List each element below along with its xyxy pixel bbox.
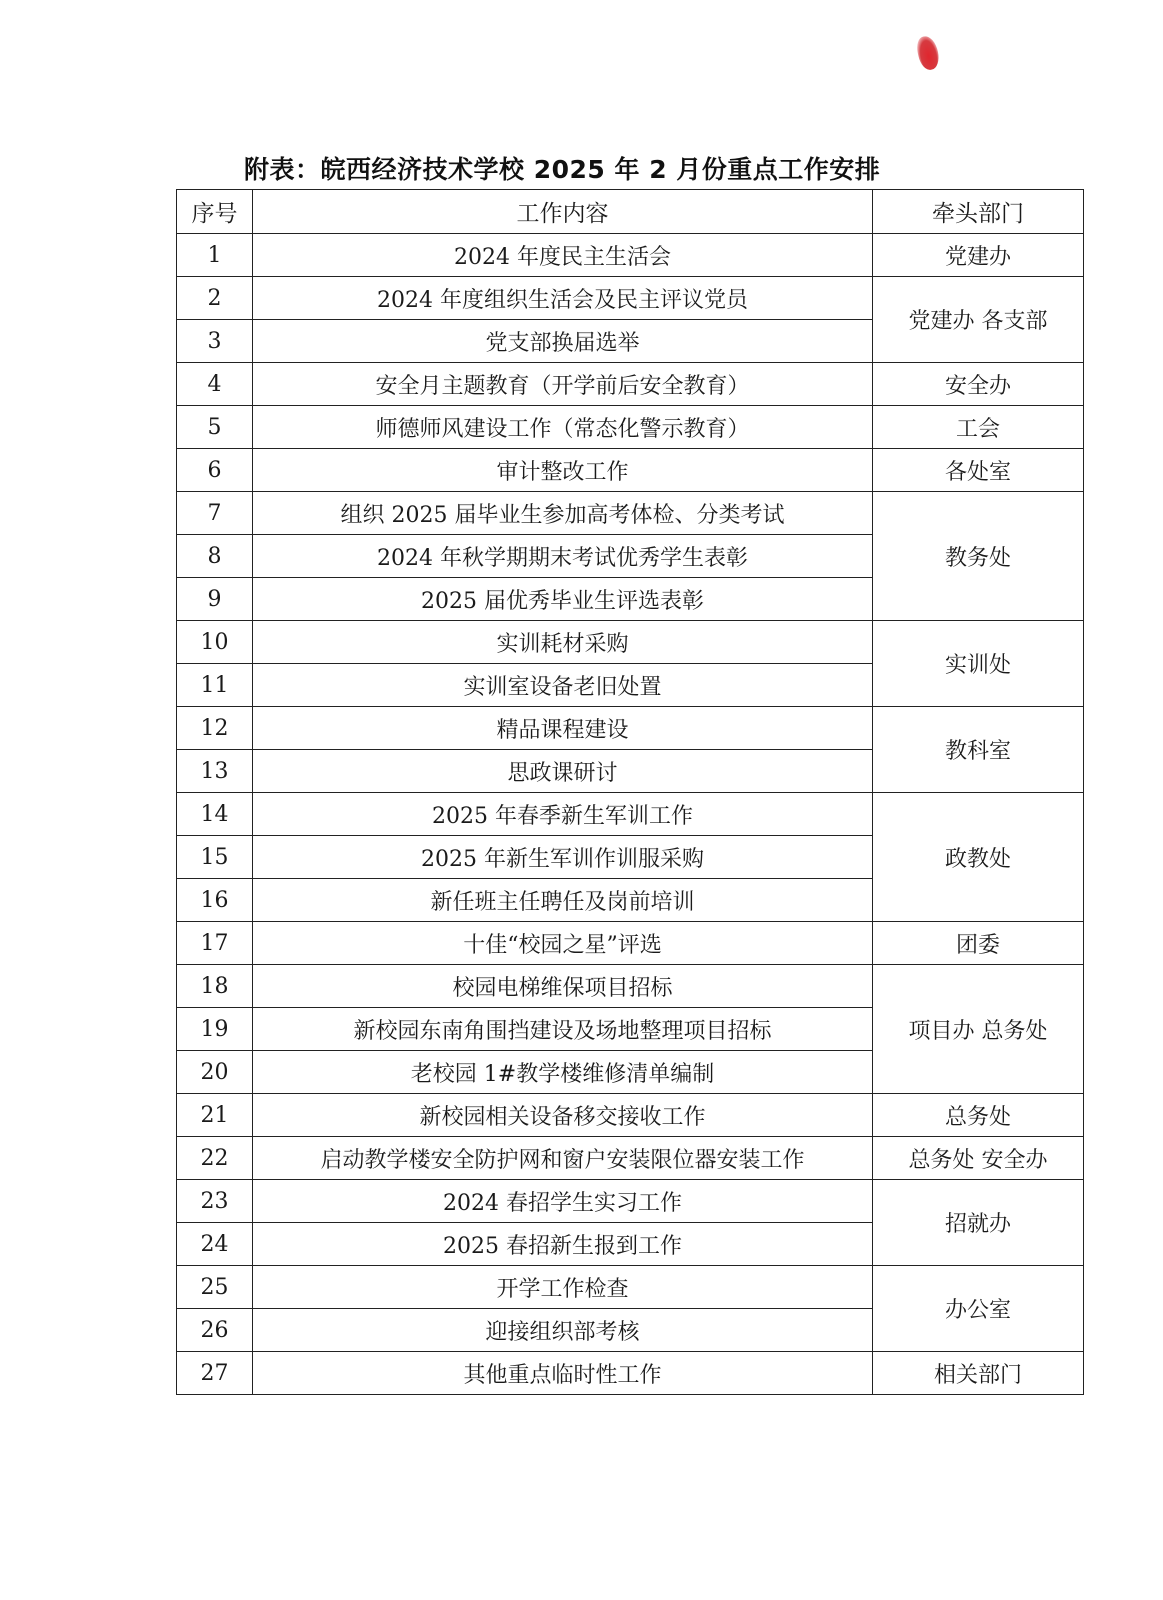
lead-department: 办公室 (873, 1266, 1084, 1352)
header-task: 工作内容 (253, 190, 873, 234)
table-row (177, 707, 1084, 750)
lead-department: 相关部门 (873, 1352, 1084, 1395)
lead-department: 工会 (873, 406, 1084, 449)
table-row (177, 363, 1084, 406)
row-number: 6 (177, 449, 253, 492)
lead-department: 团委 (873, 922, 1084, 965)
row-number: 22 (177, 1137, 253, 1180)
lead-department: 安全办 (873, 363, 1084, 406)
work-content: 安全月主题教育（开学前后安全教育） (253, 363, 873, 406)
work-content: 其他重点临时性工作 (253, 1352, 873, 1395)
table-row (177, 492, 1084, 535)
row-number: 9 (177, 578, 253, 621)
work-content: 2025 年新生军训作训服采购 (253, 836, 873, 879)
row-number: 24 (177, 1223, 253, 1266)
work-content: 十佳“校园之星”评选 (253, 922, 873, 965)
work-content: 实训耗材采购 (253, 621, 873, 664)
row-number: 27 (177, 1352, 253, 1395)
table-row (177, 1180, 1084, 1223)
row-number: 26 (177, 1309, 253, 1352)
lead-department: 项目办 总务处 (873, 965, 1084, 1094)
table-body (177, 234, 1084, 1395)
table-row (177, 1137, 1084, 1180)
row-number: 2 (177, 277, 253, 320)
row-number: 8 (177, 535, 253, 578)
work-content: 新校园相关设备移交接收工作 (253, 1094, 873, 1137)
work-content: 开学工作检查 (253, 1266, 873, 1309)
work-plan-table (176, 189, 1084, 1395)
row-number: 20 (177, 1051, 253, 1094)
page-title: 附表：皖西经济技术学校 2025 年 2 月份重点工作安排 (244, 155, 881, 184)
table-row (177, 793, 1084, 836)
work-content: 思政课研讨 (253, 750, 873, 793)
work-content: 2024 年秋学期期末考试优秀学生表彰 (253, 535, 873, 578)
work-content: 2025 届优秀毕业生评选表彰 (253, 578, 873, 621)
row-number: 4 (177, 363, 253, 406)
work-content: 迎接组织部考核 (253, 1309, 873, 1352)
table-row (177, 965, 1084, 1008)
lead-department: 总务处 (873, 1094, 1084, 1137)
red-seal-mark (915, 34, 942, 71)
table-row (177, 234, 1084, 277)
work-content: 启动教学楼安全防护网和窗户安装限位器安装工作 (253, 1137, 873, 1180)
lead-department: 招就办 (873, 1180, 1084, 1266)
row-number: 1 (177, 234, 253, 277)
lead-department: 总务处 安全办 (873, 1137, 1084, 1180)
row-number: 10 (177, 621, 253, 664)
row-number: 23 (177, 1180, 253, 1223)
work-content: 党支部换届选举 (253, 320, 873, 363)
row-number: 5 (177, 406, 253, 449)
table-row (177, 449, 1084, 492)
table-row (177, 406, 1084, 449)
lead-department: 教务处 (873, 492, 1084, 621)
table-row (177, 1266, 1084, 1309)
row-number: 7 (177, 492, 253, 535)
table-header (177, 190, 1084, 234)
table-row (177, 277, 1084, 320)
work-content: 2025 春招新生报到工作 (253, 1223, 873, 1266)
lead-department: 各处室 (873, 449, 1084, 492)
work-content: 老校园 1#教学楼维修清单编制 (253, 1051, 873, 1094)
header-dept: 牵头部门 (873, 190, 1084, 234)
work-content: 精品课程建设 (253, 707, 873, 750)
lead-department: 教科室 (873, 707, 1084, 793)
row-number: 3 (177, 320, 253, 363)
table-row (177, 922, 1084, 965)
table-row (177, 1352, 1084, 1395)
work-content: 新任班主任聘任及岗前培训 (253, 879, 873, 922)
table-row (177, 621, 1084, 664)
row-number: 12 (177, 707, 253, 750)
row-number: 16 (177, 879, 253, 922)
row-number: 14 (177, 793, 253, 836)
row-number: 19 (177, 1008, 253, 1051)
lead-department: 实训处 (873, 621, 1084, 707)
row-number: 11 (177, 664, 253, 707)
header-row (177, 190, 1084, 234)
work-content: 组织 2025 届毕业生参加高考体检、分类考试 (253, 492, 873, 535)
work-content: 2024 年度组织生活会及民主评议党员 (253, 277, 873, 320)
work-content: 审计整改工作 (253, 449, 873, 492)
header-no: 序号 (177, 190, 253, 234)
row-number: 13 (177, 750, 253, 793)
row-number: 21 (177, 1094, 253, 1137)
lead-department: 党建办 各支部 (873, 277, 1084, 363)
table-row (177, 1094, 1084, 1137)
work-content: 师德师风建设工作（常态化警示教育） (253, 406, 873, 449)
work-content: 校园电梯维保项目招标 (253, 965, 873, 1008)
work-content: 新校园东南角围挡建设及场地整理项目招标 (253, 1008, 873, 1051)
work-content: 实训室设备老旧处置 (253, 664, 873, 707)
work-content: 2024 年度民主生活会 (253, 234, 873, 277)
row-number: 17 (177, 922, 253, 965)
row-number: 25 (177, 1266, 253, 1309)
work-content: 2025 年春季新生军训工作 (253, 793, 873, 836)
lead-department: 政教处 (873, 793, 1084, 922)
work-content: 2024 春招学生实习工作 (253, 1180, 873, 1223)
row-number: 18 (177, 965, 253, 1008)
row-number: 15 (177, 836, 253, 879)
lead-department: 党建办 (873, 234, 1084, 277)
